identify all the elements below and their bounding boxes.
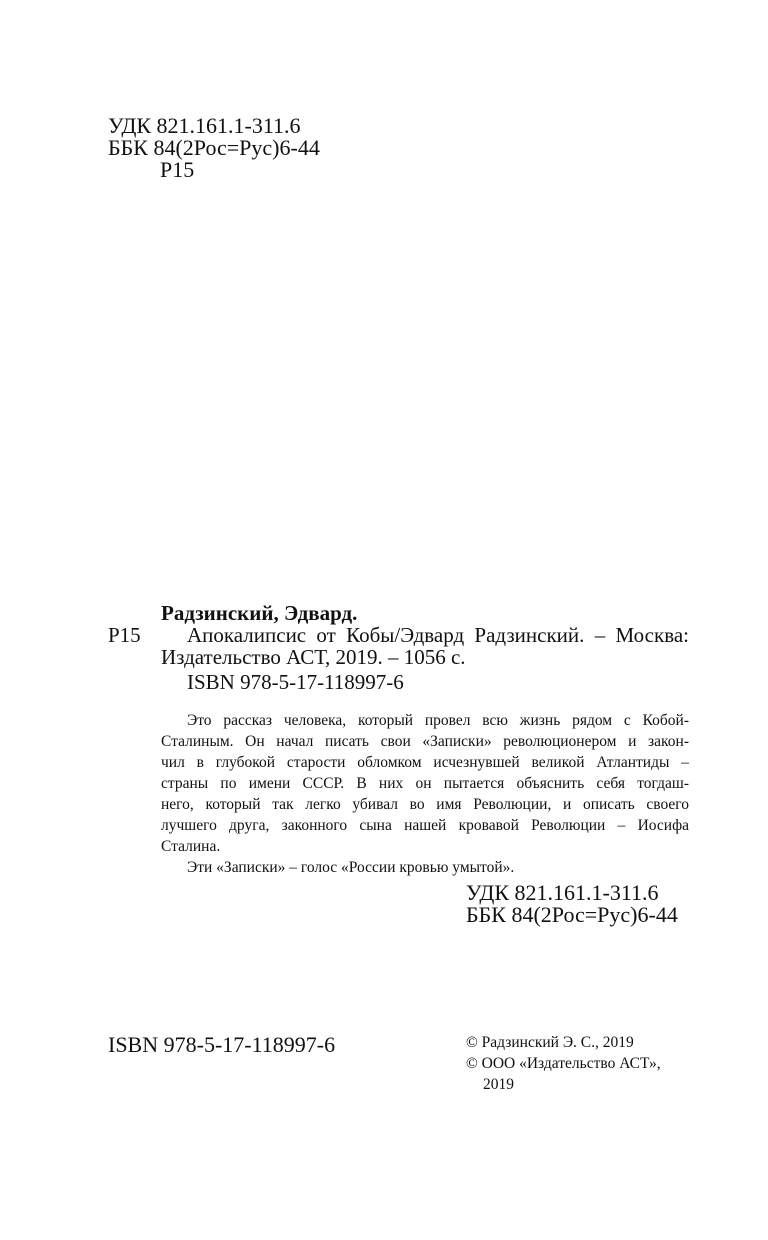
- title-line-2: Издательство АСТ, 2019. – 1056 с.: [161, 645, 466, 669]
- annotation-line: страны по имени СССР. В них он пытается объяснить себя тогдаш-: [161, 775, 689, 792]
- top-bbk: ББК 84(2Рос=Рус)6-44: [108, 135, 320, 160]
- author-heading: Радзинский, Эдвард.: [161, 601, 358, 625]
- top-author-mark: Р15: [160, 157, 195, 182]
- annotation-line: лучшего друга, законного сына нашей кровавой Революции – Иосифа: [161, 817, 689, 834]
- bottom-bbk: ББК 84(2Рос=Рус)6-44: [466, 902, 678, 927]
- card-author-mark: Р15: [108, 623, 141, 647]
- annotation-line: чил в глубокой старости обломком исчезнувшей великой Атлантиды –: [161, 754, 689, 771]
- top-udk: УДК 821.161.1-311.6: [108, 113, 301, 138]
- annotation-line: Сталина.: [161, 838, 221, 855]
- annotation-line: Сталиным. Он начал писать свои «Записки» революционером и закон-: [161, 733, 689, 750]
- annotation-line: него, который так легко убивал во имя Революции, и описать своего: [161, 796, 689, 813]
- copyright-author: © Радзинский Э. С., 2019: [466, 1034, 634, 1051]
- card-isbn: ISBN 978-5-17-118997-6: [187, 670, 404, 694]
- copyright-publisher: © ООО «Издательство АСТ»,: [466, 1055, 661, 1072]
- footer-isbn: ISBN 978-5-17-118997-6: [108, 1032, 336, 1057]
- title-line-1: Апокалипсис от Кобы/Эдвард Радзинский. – Москва:: [187, 623, 689, 647]
- bottom-udk: УДК 821.161.1-311.6: [466, 880, 659, 905]
- annotation-closing-line: Эти «Записки» – голос «России кровью умытой».: [187, 859, 515, 876]
- copyright-publisher-year: 2019: [483, 1076, 514, 1093]
- annotation-line: Это рассказ человека, который провел всю жизнь рядом с Кобой-: [187, 712, 689, 729]
